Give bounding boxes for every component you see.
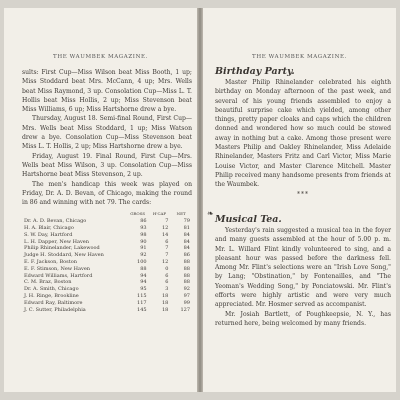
score-net: 99: [183, 299, 190, 306]
score-hcap: 18: [162, 299, 169, 306]
score-name: J. C. Sutter, Philadelphia: [24, 306, 86, 313]
table-row: [22, 307, 192, 314]
score-hcap: 18: [162, 293, 169, 300]
score-gross: 95: [140, 286, 147, 293]
score-net: 127: [180, 306, 190, 313]
table-row: [22, 245, 192, 252]
score-name: C. M. Braz, Boston: [24, 279, 72, 286]
scores-body: [22, 218, 192, 313]
score-net: 97: [183, 293, 190, 300]
table-row: [22, 239, 192, 246]
table-row: [22, 218, 192, 225]
score-net: 88: [183, 279, 190, 286]
score-net: 92: [183, 286, 190, 293]
right-page: [203, 8, 396, 392]
score-hcap: 7: [165, 218, 169, 225]
score-name: E. F. Stimson, New Haven: [24, 265, 90, 272]
birthday-party-body: [215, 78, 391, 190]
score-hcap: 18: [162, 306, 169, 313]
paragraph: Friday, August 19. Final Round, First Cup—Mrs. Wells beat Miss Wilson, 3 up. Consolation Cup—Miss Hartshorne beat Miss Stevenson, 2 up.: [22, 152, 192, 179]
table-row: [22, 232, 192, 239]
score-gross: 94: [140, 279, 147, 286]
table-row: [22, 225, 192, 232]
paragraph: The men's handicap this week was played on Friday, Dr. A. D. Bevan, of Chicago, making the round in 86 and winning with net 79. The cards:: [22, 180, 192, 207]
right-running-head: THE WAUMBEK MAGAZINE.: [252, 54, 347, 60]
paragraph: Master Philip Rhinelander celebrated his eighth birthday on Monday afternoon of the past week, and several of his young friends assembled to enjoy a beautiful surprise cake which yielded, among other things, pretty paper cloaks and caps which the children donned and wondered how so much could be stowed away in nothing but a cake. Among those present were Masters Philip and Oakley Rhinelander, Miss Adelaide Rhinelander, Masters Fritz and Carl Victor, Miss Marie Louise Victor, and Master Clarence Mitchell. Master Philip received many handsome presents from friends at the Waumbek.: [215, 79, 391, 189]
left-running-head: THE WAUMBEK MAGAZINE.: [53, 54, 148, 60]
score-hcap: 3: [165, 286, 169, 293]
birthday-party-heading: Birthday Party.: [215, 66, 295, 77]
musical-tea-body: [215, 226, 391, 328]
score-name: Dr. A. D. Bevan, Chicago: [24, 218, 87, 225]
score-name: Edward Williams, Hartford: [24, 272, 93, 279]
score-net: 86: [183, 252, 190, 259]
score-hcap: 7: [165, 252, 169, 259]
net-header: NET: [176, 211, 186, 217]
score-gross: 117: [137, 299, 147, 306]
score-net: 88: [183, 259, 190, 266]
scores-header-row: [22, 211, 192, 218]
score-hcap: 12: [162, 225, 169, 232]
table-row: [22, 279, 192, 286]
score-gross: 145: [137, 306, 147, 313]
score-hcap: 7: [165, 245, 169, 252]
score-hcap: 14: [162, 231, 169, 238]
paragraph: Thursday, August 18. Semi-final Round, First Cup—Mrs. Wells beat Miss Stoddard, 1 up; Miss Watson drew a bye. Consolation Cup—Miss Stevenson beat Miss L. T. Hollis, 2 up; Miss Hartshorne drew a bye.: [22, 115, 192, 151]
score-gross: 115: [137, 293, 147, 300]
score-hcap: 6: [165, 279, 169, 286]
fleuron-icon: ❧: [207, 209, 214, 218]
table-row: [22, 273, 192, 280]
score-name: Judge H. Stoddard, New Haven: [24, 252, 104, 259]
table-row: [22, 266, 192, 273]
score-hcap: 6: [165, 272, 169, 279]
score-net: 84: [183, 245, 190, 252]
score-hcap: 0: [165, 265, 169, 272]
score-name: H. A. Blair, Chicago: [24, 225, 74, 232]
paragraph: Yesterday's rain suggested a musical tea in the foyer and many guests assembled at the hour of 5.00 p. m. Mr. L. Willard Flint kindly volunteered to sing, and a pleasant hour was passed before the darkness fell. Among Mr. Flint's selections were an "Irish Love Song," by Lang; "Obstination," by Fontenailles, and "The Yeoman's Wedding Song," by Ponciatowski. Mr. Flint's efforts were highly artistic and were very much appreciated. Mr. Hosmer served as accompanist.: [215, 227, 391, 309]
score-name: L. H. Dapper, New Haven: [24, 238, 89, 245]
musical-tea-heading: Musical Tea.: [215, 214, 282, 225]
scores-table: [22, 211, 192, 313]
score-gross: 88: [140, 265, 147, 272]
table-row: [22, 293, 192, 300]
section-separator: ***: [297, 190, 309, 198]
birthday-party-section: [215, 66, 391, 198]
score-name: S. W. Day, Hartford: [24, 231, 73, 238]
score-gross: 91: [140, 245, 147, 252]
score-gross: 93: [140, 225, 147, 232]
score-gross: 98: [140, 231, 147, 238]
paragraph: sults: First Cup—Miss Wilson beat Miss Booth, 1 up; Miss Stoddard beat Mrs. McCann, 4 up; Mrs. Wells beat Miss Raymond, 3 up. Consolation Cup—Miss L. T. Hollis beat Miss Hollis, 2 up; Miss Stevenson beat Miss Williams, 6 up; Miss Hartshorne drew a bye.: [22, 69, 192, 114]
score-name: J. H. Ringe, Brookline: [24, 293, 79, 300]
table-row: [22, 300, 192, 307]
score-gross: 100: [137, 259, 147, 266]
gross-header: GROSS: [130, 211, 146, 217]
score-gross: 90: [140, 238, 147, 245]
score-gross: 94: [140, 272, 147, 279]
musical-tea-section: [215, 214, 391, 328]
score-net: 81: [183, 225, 190, 232]
name-column-header: [22, 211, 127, 218]
table-row: [22, 252, 192, 259]
score-net: 88: [183, 265, 190, 272]
score-net: 88: [183, 272, 190, 279]
score-net: 84: [183, 238, 190, 245]
paragraph: Mr. Josiah Bartlett, of Poughkeepsie, N. Y., has returned here, being welcomed by many friends.: [215, 310, 391, 327]
table-row: [22, 286, 192, 293]
score-name: Edward Ray, Baltimore: [24, 299, 83, 306]
score-gross: 92: [140, 252, 147, 259]
score-name: Dr. A. Smith, Chicago: [24, 286, 79, 293]
table-row: [22, 259, 192, 266]
score-hcap: 6: [165, 238, 169, 245]
left-page: [4, 8, 197, 392]
score-name: Philip Rhinelander, Lakewood: [24, 245, 100, 252]
score-net: 79: [183, 218, 190, 225]
score-gross: 86: [140, 218, 147, 225]
score-net: 84: [183, 231, 190, 238]
score-name: E. F. Jackson, Boston: [24, 259, 77, 266]
score-hcap: 12: [162, 259, 169, 266]
left-body: [22, 68, 192, 313]
hcap-header: H'CAP: [152, 211, 167, 217]
